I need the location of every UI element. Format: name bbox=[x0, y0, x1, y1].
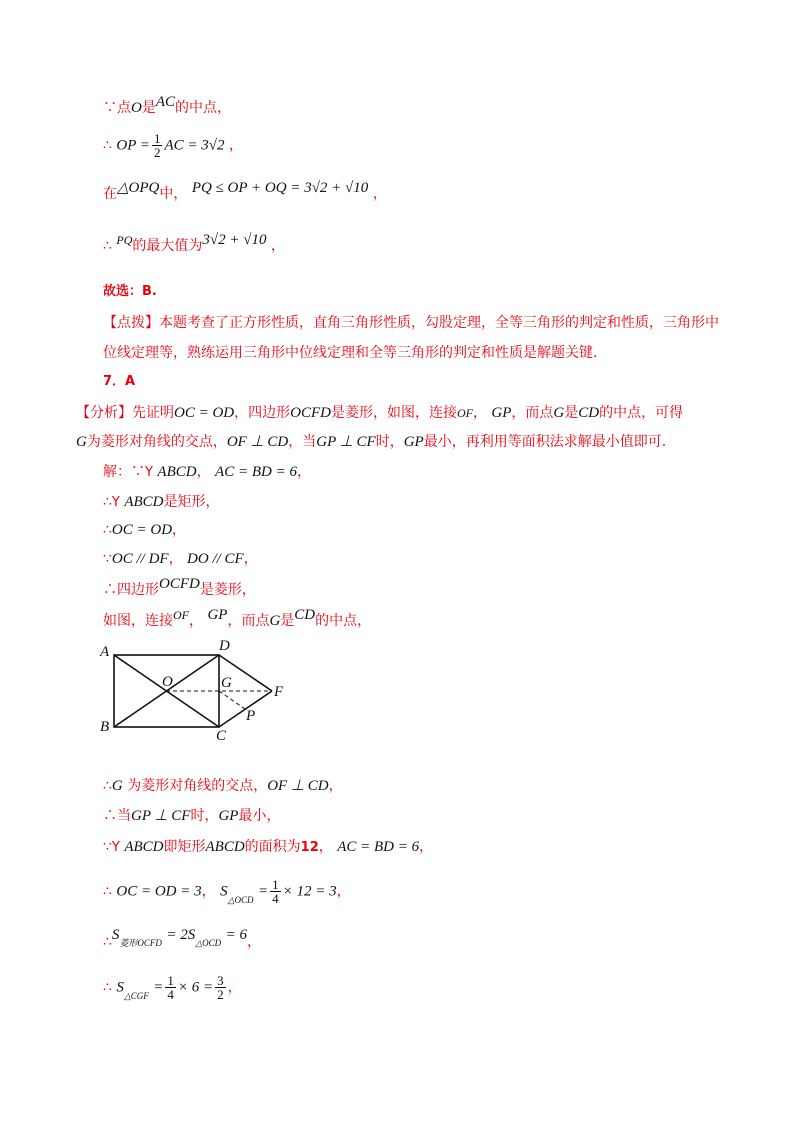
text: ∴四边形 bbox=[103, 582, 159, 598]
question-number: 7．A bbox=[103, 374, 136, 389]
solution-line-6 bbox=[103, 607, 372, 631]
text: 为菱形对角线的交点， bbox=[127, 778, 268, 794]
text: 是矩形， bbox=[163, 494, 220, 510]
solution-line-1 bbox=[103, 462, 311, 483]
text: 最小，再利用等面积法求解最小值即可. bbox=[423, 434, 667, 450]
math: OC = OD bbox=[174, 405, 235, 421]
text: ，而点 bbox=[511, 405, 554, 421]
solution-line-8 bbox=[103, 806, 280, 826]
text: 的中点， bbox=[175, 100, 232, 116]
text: 是 bbox=[141, 100, 156, 116]
math: OF bbox=[173, 608, 189, 622]
text: ， bbox=[472, 405, 487, 421]
text: 如图，连接 bbox=[103, 613, 173, 629]
text: ∴ bbox=[103, 522, 112, 538]
math: = bbox=[257, 883, 269, 900]
fraction bbox=[152, 132, 163, 159]
math: × 12 = 3 bbox=[282, 883, 337, 900]
text: ∵ bbox=[103, 551, 112, 567]
math: = 6 bbox=[225, 927, 248, 943]
text: ∴ bbox=[103, 778, 112, 794]
text: ， bbox=[336, 883, 351, 900]
parallelogram-icon: Y bbox=[145, 465, 153, 480]
math: GP ⊥ CF bbox=[131, 808, 191, 824]
text: ， bbox=[419, 839, 434, 855]
text: 的中点，可得 bbox=[599, 405, 684, 421]
text: 是 bbox=[280, 613, 295, 629]
math: S bbox=[111, 927, 120, 943]
math: AC = 3√2 bbox=[164, 137, 225, 154]
text: ∴ bbox=[103, 137, 112, 154]
text: 最小， bbox=[238, 808, 281, 824]
math: GP bbox=[218, 808, 239, 824]
text: ， bbox=[201, 883, 216, 900]
text: ， bbox=[196, 464, 211, 480]
line-3 bbox=[103, 180, 387, 204]
hint-line-2: 位线定理等，熟练运用三角形中位线定理和全等三角形的判定和性质是解题关键. bbox=[103, 345, 598, 361]
text: 即矩形 bbox=[163, 839, 206, 855]
text: ， bbox=[328, 778, 343, 794]
math: = bbox=[153, 979, 164, 996]
math: G bbox=[111, 778, 123, 794]
text: ， bbox=[172, 522, 187, 538]
text: ， bbox=[318, 839, 333, 855]
text: ∴ bbox=[103, 883, 112, 900]
text: 中， bbox=[159, 186, 188, 202]
solution-line-3 bbox=[103, 520, 186, 540]
hint-line-1: 【点拨】本题考查了正方形性质，直角三角形性质，勾股定理，全等三角形的判定和性质，三角形中 bbox=[103, 315, 719, 331]
math: AC = BD = 6 bbox=[337, 839, 420, 855]
text: 时， bbox=[375, 434, 404, 450]
area-value: 12 bbox=[300, 840, 319, 855]
text: ， bbox=[189, 613, 203, 629]
text: ， bbox=[168, 551, 183, 567]
math: OC // DF bbox=[111, 551, 169, 567]
text: ， bbox=[372, 186, 387, 202]
solution-line-2 bbox=[103, 492, 220, 513]
text: 的中点， bbox=[315, 613, 372, 629]
solution-line-7 bbox=[103, 776, 343, 796]
parallelogram-icon: Y bbox=[111, 495, 120, 510]
math: OF bbox=[456, 406, 473, 420]
subscript: △CGF bbox=[123, 990, 149, 1001]
math: OF ⊥ CD bbox=[267, 778, 329, 794]
subscript: △OCD bbox=[195, 938, 222, 948]
numerator: 1 bbox=[153, 131, 161, 146]
math: OC = OD = 3 bbox=[116, 883, 202, 900]
text: 解：∵ bbox=[103, 464, 145, 480]
label-D: D bbox=[219, 638, 230, 654]
math: GP bbox=[403, 434, 424, 450]
label-B: B bbox=[100, 719, 110, 735]
math: G bbox=[269, 613, 281, 629]
text: ， bbox=[227, 979, 242, 996]
label-A: A bbox=[100, 644, 110, 660]
solution-line-11 bbox=[103, 925, 262, 950]
math: OF ⊥ CD bbox=[226, 434, 289, 450]
line-1 bbox=[103, 94, 232, 118]
answer-line: 故选：B. bbox=[103, 284, 157, 299]
text: ， bbox=[296, 464, 311, 480]
math: PQ bbox=[116, 233, 133, 247]
text: 时， bbox=[190, 808, 219, 824]
subscript: △OCD bbox=[227, 894, 254, 905]
solution-line-12 bbox=[103, 974, 242, 1001]
solution-line-10 bbox=[103, 878, 351, 905]
text: ，当 bbox=[288, 434, 317, 450]
math: OC = OD bbox=[111, 522, 173, 538]
text: ， bbox=[228, 137, 243, 154]
math: OCFD bbox=[290, 405, 331, 421]
math: OCFD bbox=[159, 576, 200, 592]
geometry-figure bbox=[94, 634, 304, 744]
math: ABCD bbox=[124, 494, 164, 510]
math: × 6 = bbox=[177, 979, 214, 996]
math: AC bbox=[155, 94, 176, 110]
denominator: 2 bbox=[217, 987, 224, 1002]
label-F: F bbox=[274, 684, 284, 700]
text: ∴当 bbox=[103, 808, 131, 824]
text: 在 bbox=[103, 186, 117, 202]
text: ， bbox=[247, 934, 262, 950]
math: G bbox=[553, 405, 565, 421]
text: ，而点 bbox=[227, 613, 270, 629]
math: DO // CF bbox=[187, 551, 244, 567]
math: GP bbox=[491, 405, 512, 421]
text: ， bbox=[270, 238, 285, 254]
text: ， bbox=[243, 551, 258, 567]
line-4 bbox=[103, 232, 285, 256]
fraction bbox=[215, 974, 226, 1001]
text: 是菱形， bbox=[199, 582, 256, 598]
label-G: G bbox=[221, 675, 232, 691]
fraction bbox=[270, 878, 281, 905]
text: ∴ bbox=[103, 979, 112, 996]
text: ，四边形 bbox=[234, 405, 291, 421]
math: AC = BD = 6 bbox=[215, 464, 297, 480]
denominator: 2 bbox=[153, 145, 161, 160]
solution-line-9 bbox=[103, 837, 433, 858]
math: S bbox=[116, 979, 124, 996]
math: ABCD bbox=[157, 464, 197, 480]
math: G bbox=[76, 434, 87, 450]
label-O: O bbox=[162, 674, 173, 690]
text: 为菱形对角线的交点， bbox=[86, 434, 227, 450]
text: ∴ bbox=[103, 494, 112, 510]
line-2 bbox=[103, 132, 243, 159]
math: ABCD bbox=[124, 839, 164, 855]
math: GP ⊥ CF bbox=[316, 434, 376, 450]
denominator: 4 bbox=[167, 987, 174, 1002]
label-P: P bbox=[246, 708, 256, 724]
math: △OPQ bbox=[117, 180, 160, 196]
text: ∴ bbox=[103, 934, 112, 950]
text: ∴ bbox=[103, 238, 112, 254]
text: 的最大值为 bbox=[132, 238, 203, 254]
text: ∵点 bbox=[103, 100, 131, 116]
math: S bbox=[220, 883, 228, 900]
math: CD bbox=[294, 607, 316, 623]
math: ABCD bbox=[205, 839, 245, 855]
analysis-line-2 bbox=[76, 432, 666, 452]
numerator: 1 bbox=[167, 973, 174, 988]
label-C: C bbox=[216, 728, 227, 744]
math: OP = bbox=[116, 137, 150, 154]
numerator: 3 bbox=[217, 973, 224, 988]
math: CD bbox=[578, 405, 600, 421]
math: GP bbox=[207, 607, 228, 623]
math: PQ ≤ OP + OQ = 3√2 + √10 bbox=[191, 180, 369, 196]
math: = 2S bbox=[166, 927, 196, 943]
solution-line-4 bbox=[103, 549, 258, 569]
fraction bbox=[165, 974, 176, 1001]
analysis-line-1 bbox=[76, 403, 683, 423]
dashed-GP bbox=[219, 691, 245, 709]
subscript: 菱形OCFD bbox=[119, 938, 162, 948]
text: 【分析】先证明 bbox=[76, 405, 174, 421]
text: ∵ bbox=[103, 839, 112, 855]
solution-line-5 bbox=[103, 576, 256, 600]
text: 的面积为 bbox=[244, 839, 301, 855]
numerator: 1 bbox=[272, 877, 279, 892]
parallelogram-icon: Y bbox=[111, 840, 120, 855]
text: 是 bbox=[564, 405, 579, 421]
text: 是菱形，如图，连接 bbox=[330, 405, 457, 421]
math: O bbox=[131, 100, 142, 116]
math: 3√2 + √10 bbox=[202, 232, 267, 248]
denominator: 4 bbox=[272, 891, 279, 906]
